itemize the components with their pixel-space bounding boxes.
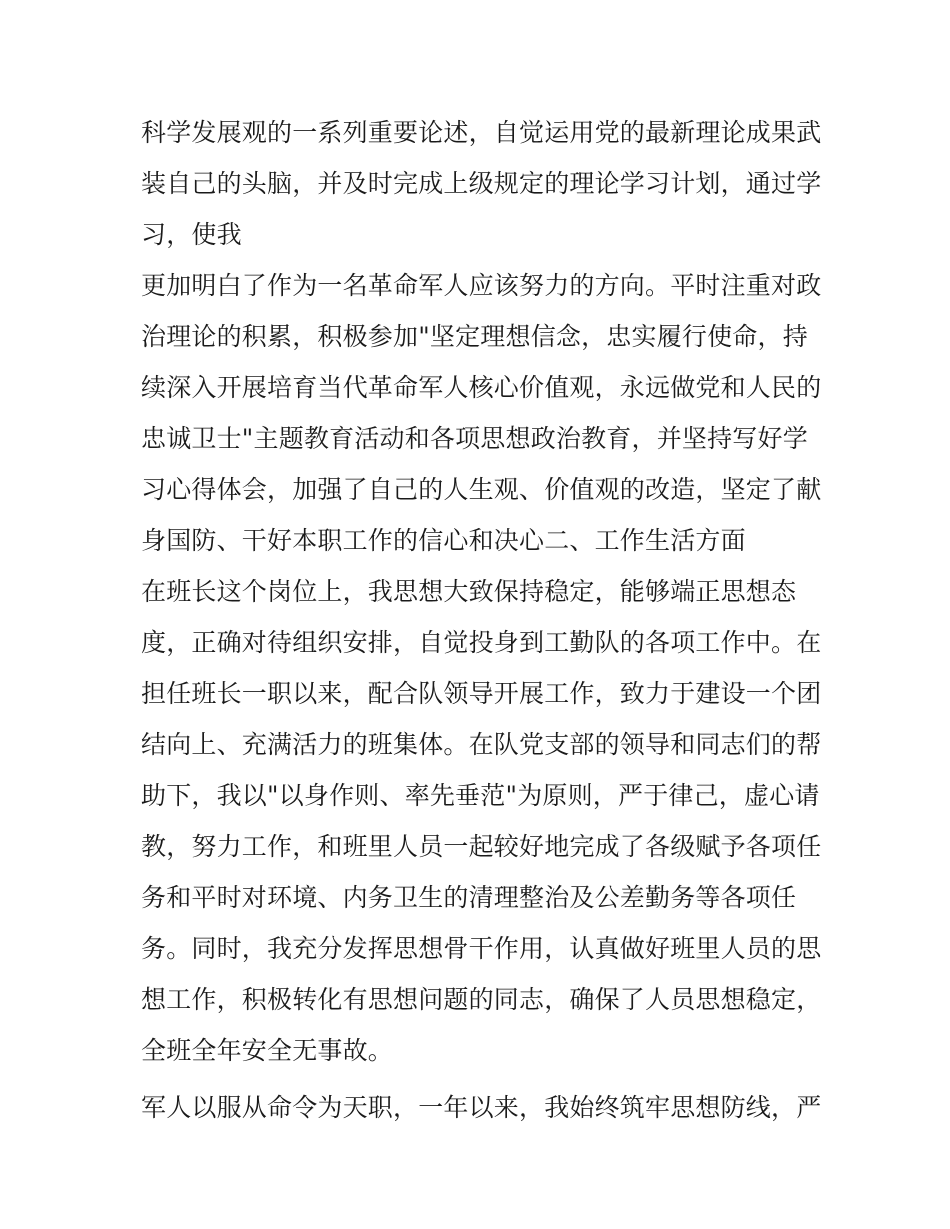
paragraph-3 xyxy=(141,566,821,1076)
text-line: 想工作，积极转化有思想问题的同志，确保了人员思想稳定， xyxy=(141,985,822,1014)
paragraph-1 xyxy=(141,107,821,260)
text-line: 在班长这个岗位上，我思想大致保持稳定，能够端正思想态 xyxy=(141,577,797,606)
text-line: 治理论的积累，积极参加"坚定理想信念，忠实履行使命，持 xyxy=(141,322,808,351)
paragraph-2 xyxy=(141,260,821,566)
text-line: 度，正确对待组织安排，自觉投身到工勤队的各项工作中。在 xyxy=(141,628,822,657)
text-line: 教，努力工作，和班里人员一起较好地完成了各级赋予各项任 xyxy=(141,832,822,861)
text-line: 身国防、干好本职工作的信心和决心二、工作生活方面 xyxy=(141,526,746,555)
text-line: 务和平时对环境、内务卫生的清理整治及公差勤务等各项任 xyxy=(141,883,797,912)
text-line: 结向上、充满活力的班集体。在队党支部的领导和同志们的帮 xyxy=(141,730,822,759)
text-line: 科学发展观的一系列重要论述，自觉运用党的最新理论成果武 xyxy=(141,118,822,147)
text-line: 担任班长一职以来，配合队领导开展工作，致力于建设一个团 xyxy=(141,679,822,708)
text-line: 更加明白了作为一名革命军人应该努力的方向。平时注重对政 xyxy=(141,271,822,300)
text-line: 助下，我以"以身作则、率先垂范"为原则，严于律己，虚心请 xyxy=(141,781,820,810)
text-line: 习，使我 xyxy=(141,220,242,249)
text-line: 装自己的头脑，并及时完成上级规定的理论学习计划，通过学 xyxy=(141,169,822,198)
paragraph-4 xyxy=(141,1082,821,1133)
text-line: 务。同时，我充分发挥思想骨干作用，认真做好班里人员的思 xyxy=(141,934,822,963)
document-body xyxy=(141,107,821,1133)
text-line: 习心得体会，加强了自己的人生观、价值观的改造，坚定了献 xyxy=(141,475,822,504)
text-line: 军人以服从命令为天职，一年以来，我始终筑牢思想防线，严 xyxy=(141,1093,822,1122)
text-line: 续深入开展培育当代革命军人核心价值观，永远做党和人民的 xyxy=(141,373,822,402)
text-line: 全班全年安全无事故。 xyxy=(141,1036,394,1065)
text-line: 忠诚卫士"主题教育活动和各项思想政治教育，并坚持写好学 xyxy=(141,424,808,453)
